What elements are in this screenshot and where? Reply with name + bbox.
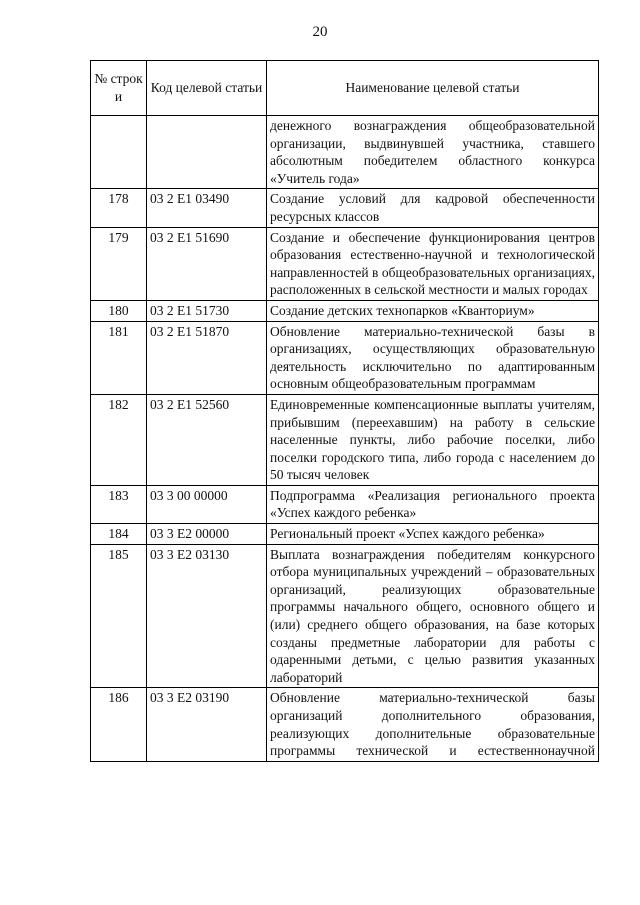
article-code: 03 3 E2 00000: [147, 524, 267, 545]
row-number: 186: [91, 688, 147, 761]
table-row: [91, 116, 599, 189]
article-name: Создание условий для кадровой обеспеченности ресурсных классов: [267, 189, 599, 227]
row-number: 180: [91, 300, 147, 321]
header-article-name: Наименование целевой статьи: [267, 61, 599, 116]
article-code: 03 3 E2 03190: [147, 688, 267, 761]
row-number: 185: [91, 544, 147, 688]
article-name: Обновление материально-технической базы в организациях, осуществляющих образовательную деятельность исключительно по адаптированным основным общеобразовательным программам: [267, 321, 599, 394]
header-row-number: № строк и: [91, 61, 147, 116]
article-code: 03 2 E1 51870: [147, 321, 267, 394]
row-number: 183: [91, 485, 147, 523]
article-code: 03 2 E1 03490: [147, 189, 267, 227]
row-number: 181: [91, 321, 147, 394]
article-name: Выплата вознаграждения победителям конкурсного отбора муниципальных учреждений – образовательных организаций, реализующих образовательные программы начального общего, основного общего и (или) среднего общего образования, на базе которых созданы предметные лаборатории для работы с одаренными детьми, с целью развития указанных лабораторий: [267, 544, 599, 688]
table-row: [91, 485, 599, 523]
page-number: 20: [312, 24, 328, 40]
table-row: [91, 189, 599, 227]
article-code: 03 2 E1 51690: [147, 227, 267, 300]
target-articles-table: [90, 60, 599, 762]
header-article-code: Код целевой статьи: [147, 61, 267, 116]
article-name: Обновление материально-технической базы организаций дополнительного образования, реализующих дополнительные образовательные программы технической и естественнонаучной: [267, 688, 599, 761]
table-row: [91, 321, 599, 394]
article-name: Создание и обеспечение функционирования центров образования естественно-научной и технологической направленностей в общеобразовательных организациях, расположенных в сельской местности и малых городах: [267, 227, 599, 300]
table-row: [91, 544, 599, 688]
article-name: Создание детских технопарков «Кванториум»: [267, 300, 599, 321]
article-code: [147, 116, 267, 189]
row-number: 184: [91, 524, 147, 545]
row-number: 179: [91, 227, 147, 300]
table-row: [91, 394, 599, 485]
table-row: [91, 688, 599, 761]
article-code: 03 3 00 00000: [147, 485, 267, 523]
table-row: [91, 227, 599, 300]
row-number: 182: [91, 394, 147, 485]
article-name: Региональный проект «Успех каждого ребенка»: [267, 524, 599, 545]
article-code: 03 2 E1 51730: [147, 300, 267, 321]
row-number: 178: [91, 189, 147, 227]
article-name: Единовременные компенсационные выплаты учителям, прибывшим (переехавшим) на работу в сельские населенные пункты, либо рабочие поселки, либо поселки городского типа, либо города с населением до 50 тысяч человек: [267, 394, 599, 485]
table-header-row: [91, 61, 599, 116]
row-number: [91, 116, 147, 189]
article-code: 03 2 E1 52560: [147, 394, 267, 485]
article-code: 03 3 E2 03130: [147, 544, 267, 688]
table-row: [91, 300, 599, 321]
table-row: [91, 524, 599, 545]
article-name: Подпрограмма «Реализация регионального проекта «Успех каждого ребенка»: [267, 485, 599, 523]
article-name: денежного вознаграждения общеобразовательной организации, выдвинувшей участника, ставшего абсолютным победителем областного конкурса «Учитель года»: [267, 116, 599, 189]
